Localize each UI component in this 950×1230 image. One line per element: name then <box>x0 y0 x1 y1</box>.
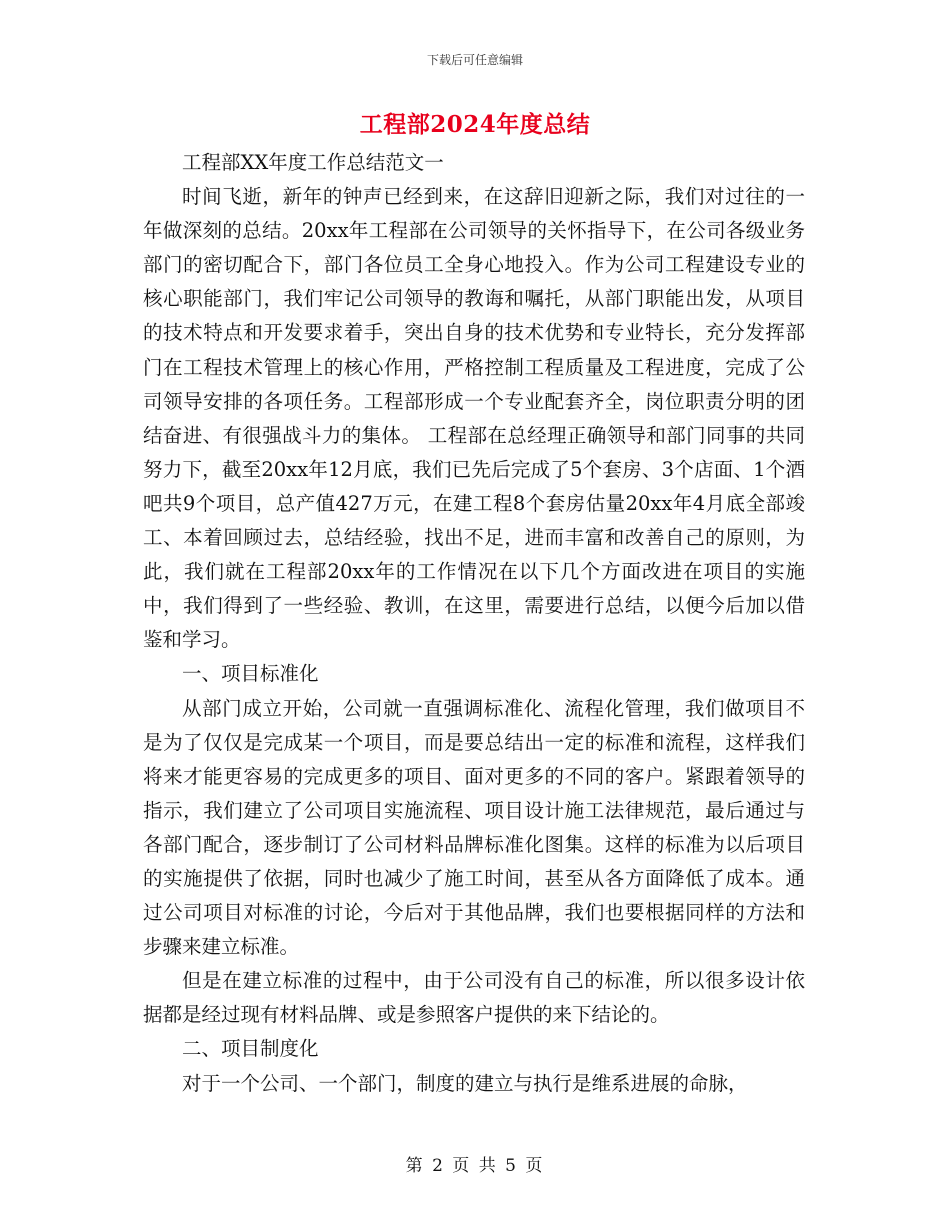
section-heading-institutionalization: 二、项目制度化 <box>182 1037 319 1061</box>
page-number-footer: 第 2 页 共 5 页 <box>405 1156 545 1176</box>
subtitle-paragraph: 工程部XX年度工作总结范文一 <box>182 151 444 174</box>
standardization-paragraph: 从部门成立开始，公司就一直强调标准化、流程化管理，我们做项目不是为了仅仅是完成某一个项目，而是要总结出一定的标准和流程，这样我们将来才能更容易的完成更多的项目、面对更多的不同的客户。紧跟着领导的指示，我们建立了公司项目实施流程、项目设计施工法律规范，最后通过与各部门配合，逐步制订了公司材料品牌标准化图集。这样的标准为以后项目的实施提供了依据，同时也减少了施工时间，甚至从各方面降低了成本。通过公司项目对标准的讨论，今后对于其他品牌，我们也要根据同样的方法和步骤来建立标准。 <box>143 696 805 959</box>
document-body <box>143 146 805 1101</box>
section-heading-standardization: 一、项目标准化 <box>182 662 319 686</box>
standardization-note-paragraph: 但是在建立标准的过程中，由于公司没有自己的标准，所以很多设计依据都是经过现有材料品牌、或是参照客户提供的来下结论的。 <box>143 969 805 1027</box>
page-header-note: 下载后可任意编辑 <box>426 53 523 67</box>
intro-paragraph: 时间飞逝，新年的钟声已经到来，在这辞旧迎新之际，我们对过往的一年做深刻的总结。20xx年工程部在公司领导的关怀指导下，在公司各级业务部门的密切配合下，部门各位员工全身心地投入。作为公司工程建设专业的核心职能部门，我们牢记公司领导的教诲和嘱托，从部门职能出发，从项目的技术特点和开发要求着手，突出自身的技术优势和专业特长，充分发挥部门在工程技术管理上的核心作用，严格控制工程质量及工程进度，完成了公司领导安排的各项任务。工程部形成一个专业配套齐全，岗位职责分明的团结奋进、有很强战斗力的集体。 工程部在总经理正确领导和部门同事的共同努力下，截至20xx年12月底，我们已先后完成了5个套房、3个店面、1个酒吧共9个项目，总产值427万元，在建工程8个套房估量20xx年4月底全部竣工、本着回顾过去，总结经验，找出不足，进而丰富和改善自己的原则，为此，我们就在工程部20xx年的工作情况在以下几个方面改进在项目的实施中，我们得到了一些经验、教训，在这里，需要进行总结，以便今后加以借鉴和学习。 <box>143 185 805 652</box>
institutionalization-paragraph: 对于一个公司、一个部门，制度的建立与执行是维系进展的命脉， <box>182 1071 748 1095</box>
document-title: 工程部2024年度总结 <box>359 111 591 138</box>
